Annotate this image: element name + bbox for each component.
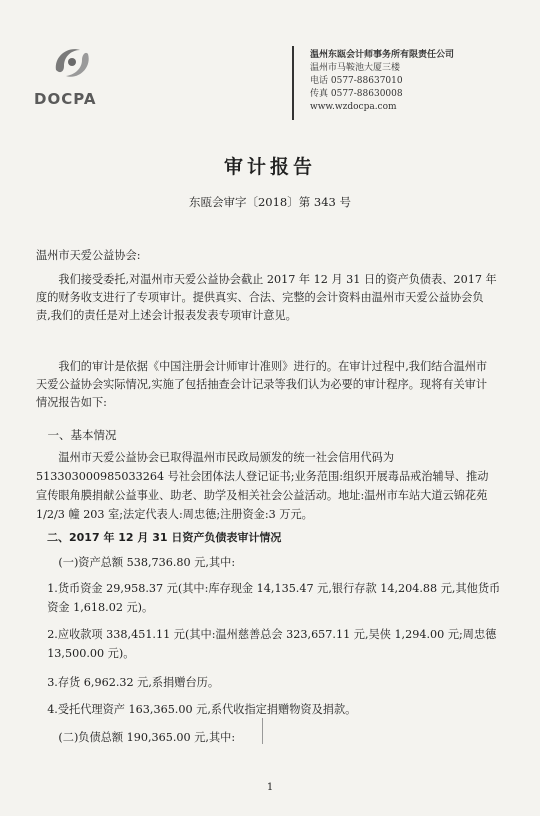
firm-website: www.wzdocpa.com	[310, 102, 397, 112]
firm-name: 温州东瓯会计师事务所有限责任公司	[310, 50, 455, 60]
item-monetary-funds: 1.货币资金 29,958.37 元(其中:库存现金 14,135.47 元,银行存款 14,204.88 元,其他货币资金 1,618.02 元)。	[47, 582, 501, 615]
docpa-logo	[34, 40, 114, 110]
item-inventory: 3.存货 6,962.32 元,系捐赠台历。	[47, 676, 220, 690]
firm-address: 温州市马鞍池大厦三楼	[310, 63, 401, 73]
page-number: 1	[266, 782, 274, 793]
item-entrusted-assets: 4.受托代理资产 163,365.00 元,系代收指定捐赠物资及捐款。	[47, 703, 357, 717]
docpa-swirl-icon	[50, 40, 94, 84]
firm-phone: 电话 0577-88637010	[310, 76, 403, 86]
logo-wordmark: DOCPA	[34, 90, 97, 108]
addressee: 温州市天爱公益协会:	[36, 249, 141, 263]
section-balance-sheet-heading: 二、2017 年 12 月 31 日资产负债表审计情况	[47, 531, 282, 544]
subsection-total-assets: (一)资产总额 538,736.80 元,其中:	[58, 556, 236, 570]
section-basic-info-heading: 一、基本情况	[47, 427, 117, 442]
scan-edge-line	[262, 718, 263, 744]
document-number: 东瓯会审字〔2018〕第 343 号	[188, 195, 352, 209]
header-divider	[292, 46, 294, 120]
firm-contact-block	[310, 49, 454, 114]
document-title: 审计报告	[223, 156, 316, 178]
paragraph-engagement: 我们接受委托,对温州市天爱公益协会截止 2017 年 12 月 31 日的资产负债表、2017 年度的财务收支进行了专项审计。提供真实、合法、完整的会计资料由温州市天爱公益协会负责,我们的责任是对上述会计报表发表专项审计意见。	[36, 273, 497, 323]
subsection-total-liabilities: (二)负债总额 190,365.00 元,其中:	[58, 731, 236, 745]
item-receivables: 2.应收款项 338,451.11 元(其中:温州慈善总会 323,657.11 元,吴侠 1,294.00 元;周忠德 13,500.00 元)。	[47, 628, 497, 661]
firm-fax: 传真 0577-88630008	[310, 89, 403, 99]
paragraph-basic-info: 温州市天爱公益协会已取得温州市民政局颁发的统一社会信用代码为 51330300098503326​4 号社会团体法人登记证书;业务范围:组织开展毒品戒治辅导、推动宣传眼角膜捐献公益事业、助老、助学及相关社会公益活动。地址:温州市车站大道云锦花苑 1/2/3 幢 203 室;法定代表人:周忠德;注册资金:3 万元。	[36, 451, 489, 522]
paragraph-basis: 我们的审计是依据《中国注册会计师审计准则》进行的。在审计过程中,我们结合温州市天爱公益协会实际情况,实施了包括抽查会计记录等我们认为必要的审计程序。现将有关审计情况报告如下:	[36, 360, 488, 410]
